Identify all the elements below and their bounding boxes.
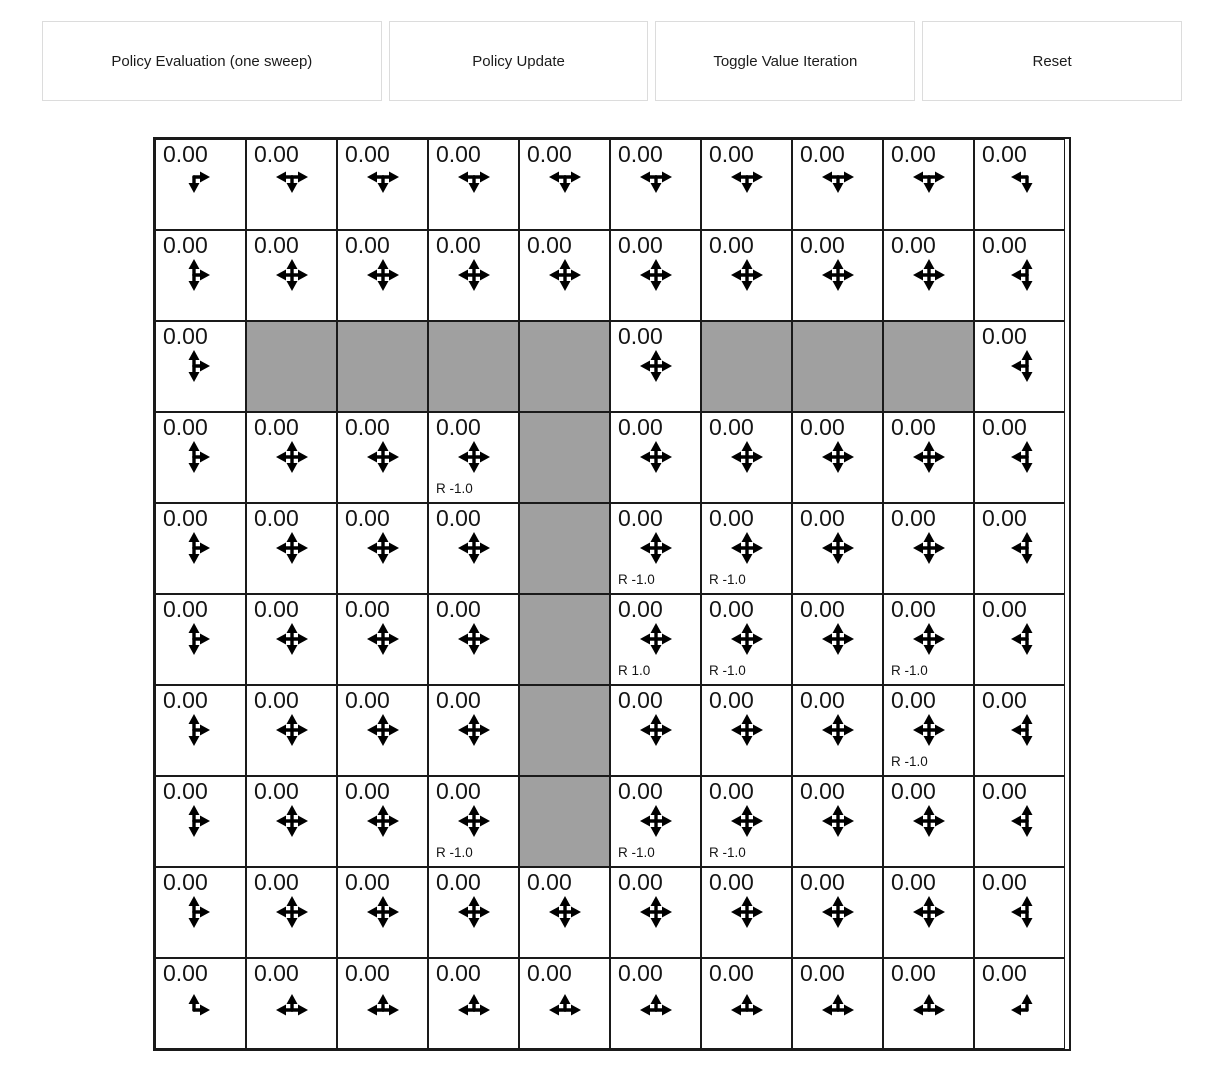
wall-cell [519, 503, 610, 594]
cell-value: 0.00 [163, 414, 208, 440]
policy-arrow-icon [817, 163, 859, 205]
cell-value: 0.00 [982, 596, 1027, 622]
policy-arrow-icon [817, 618, 859, 660]
grid-cell [155, 867, 246, 958]
policy-arrow-icon [817, 436, 859, 478]
policy-arrow-icon [180, 527, 222, 569]
policy-arrow-icon [635, 891, 677, 933]
policy-arrow-icon [453, 891, 495, 933]
policy-arrow-icon [453, 527, 495, 569]
cell-value: 0.00 [800, 596, 845, 622]
policy-arrow-icon [362, 891, 404, 933]
cell-value: 0.00 [618, 960, 663, 986]
policy-update-button[interactable]: Policy Update [389, 21, 649, 101]
grid-cell [428, 594, 519, 685]
cell-value: 0.00 [436, 414, 481, 440]
policy-arrow-icon [271, 982, 313, 1024]
grid-cell [610, 139, 701, 230]
cell-reward: R -1.0 [618, 572, 655, 587]
grid-cell [974, 776, 1065, 867]
grid-cell [337, 867, 428, 958]
cell-value: 0.00 [800, 687, 845, 713]
grid-cell [610, 412, 701, 503]
cell-reward: R -1.0 [618, 845, 655, 860]
cell-value: 0.00 [709, 414, 754, 440]
grid-cell [701, 230, 792, 321]
policy-arrow-icon [180, 436, 222, 478]
cell-value: 0.00 [618, 505, 663, 531]
grid-cell [428, 958, 519, 1049]
cell-value: 0.00 [345, 141, 390, 167]
grid-cell [428, 139, 519, 230]
grid-cell [155, 503, 246, 594]
grid-cell [701, 685, 792, 776]
policy-arrow-icon [362, 982, 404, 1024]
toolbar [42, 21, 1182, 101]
cell-value: 0.00 [891, 960, 936, 986]
grid-cell [974, 503, 1065, 594]
policy-arrow-icon [271, 163, 313, 205]
policy-arrow-icon [817, 709, 859, 751]
grid-cell [337, 230, 428, 321]
cell-reward: R -1.0 [891, 754, 928, 769]
grid-cell [519, 139, 610, 230]
cell-value: 0.00 [982, 960, 1027, 986]
cell-value: 0.00 [163, 960, 208, 986]
policy-arrow-icon [362, 254, 404, 296]
policy-arrow-icon [817, 982, 859, 1024]
cell-value: 0.00 [982, 778, 1027, 804]
policy-arrow-icon [817, 800, 859, 842]
policy-arrow-icon [271, 527, 313, 569]
policy-arrow-icon [180, 254, 222, 296]
wall-cell [337, 321, 428, 412]
grid-cell [974, 594, 1065, 685]
cell-value: 0.00 [618, 596, 663, 622]
grid-cell [428, 412, 519, 503]
policy-arrow-icon [635, 163, 677, 205]
grid-cell [610, 594, 701, 685]
cell-value: 0.00 [891, 505, 936, 531]
grid-cell [792, 139, 883, 230]
grid-cell [974, 412, 1065, 503]
grid-cell [701, 776, 792, 867]
reset-button[interactable]: Reset [922, 21, 1182, 101]
cell-value: 0.00 [436, 141, 481, 167]
policy-arrow-icon [999, 800, 1041, 842]
grid-cell [337, 776, 428, 867]
cell-value: 0.00 [800, 141, 845, 167]
cell-value: 0.00 [891, 778, 936, 804]
policy-evaluation-button[interactable]: Policy Evaluation (one sweep) [42, 21, 382, 101]
cell-value: 0.00 [982, 323, 1027, 349]
grid-cell [974, 230, 1065, 321]
policy-arrow-icon [635, 982, 677, 1024]
cell-reward: R -1.0 [709, 845, 746, 860]
policy-arrow-icon [726, 163, 768, 205]
policy-arrow-icon [726, 254, 768, 296]
grid-cell [246, 867, 337, 958]
grid-cell [883, 139, 974, 230]
cell-value: 0.00 [618, 687, 663, 713]
cell-value: 0.00 [345, 505, 390, 531]
grid-cell [610, 867, 701, 958]
grid-cell [883, 958, 974, 1049]
cell-value: 0.00 [345, 869, 390, 895]
cell-reward: R 1.0 [618, 663, 651, 678]
policy-arrow-icon [908, 163, 950, 205]
policy-arrow-icon [999, 618, 1041, 660]
wall-cell [519, 776, 610, 867]
cell-value: 0.00 [254, 778, 299, 804]
cell-value: 0.00 [527, 232, 572, 258]
policy-arrow-icon [180, 345, 222, 387]
grid-cell [428, 685, 519, 776]
policy-arrow-icon [908, 982, 950, 1024]
grid-cell [246, 412, 337, 503]
cell-value: 0.00 [345, 778, 390, 804]
wall-cell [519, 594, 610, 685]
cell-value: 0.00 [163, 687, 208, 713]
policy-arrow-icon [271, 891, 313, 933]
policy-arrow-icon [726, 709, 768, 751]
grid-cell [610, 321, 701, 412]
cell-value: 0.00 [527, 141, 572, 167]
cell-value: 0.00 [800, 960, 845, 986]
policy-arrow-icon [635, 618, 677, 660]
policy-arrow-icon [362, 436, 404, 478]
grid-cell [974, 685, 1065, 776]
policy-arrow-icon [271, 800, 313, 842]
gridworld-grid [153, 137, 1071, 1051]
policy-arrow-icon [908, 709, 950, 751]
grid-cell [155, 594, 246, 685]
grid-cell [883, 230, 974, 321]
policy-arrow-icon [635, 709, 677, 751]
policy-arrow-icon [362, 163, 404, 205]
grid-cell [610, 685, 701, 776]
grid-cell [155, 685, 246, 776]
cell-value: 0.00 [163, 232, 208, 258]
policy-arrow-icon [635, 345, 677, 387]
grid-cell [792, 503, 883, 594]
cell-value: 0.00 [709, 687, 754, 713]
grid-cell [974, 867, 1065, 958]
policy-arrow-icon [180, 891, 222, 933]
cell-value: 0.00 [891, 687, 936, 713]
policy-arrow-icon [999, 891, 1041, 933]
cell-value: 0.00 [982, 414, 1027, 440]
grid-cell [610, 230, 701, 321]
cell-value: 0.00 [982, 505, 1027, 531]
grid-cell [155, 958, 246, 1049]
cell-value: 0.00 [254, 869, 299, 895]
policy-arrow-icon [817, 527, 859, 569]
policy-arrow-icon [271, 618, 313, 660]
cell-value: 0.00 [163, 596, 208, 622]
cell-value: 0.00 [800, 414, 845, 440]
grid-cell [974, 139, 1065, 230]
policy-arrow-icon [999, 709, 1041, 751]
policy-arrow-icon [726, 800, 768, 842]
grid-cell [428, 776, 519, 867]
cell-value: 0.00 [618, 232, 663, 258]
grid-cell [246, 594, 337, 685]
cell-value: 0.00 [800, 505, 845, 531]
cell-reward: R -1.0 [436, 481, 473, 496]
grid-cell [155, 230, 246, 321]
cell-value: 0.00 [800, 232, 845, 258]
policy-arrow-icon [180, 163, 222, 205]
cell-value: 0.00 [709, 141, 754, 167]
policy-arrow-icon [544, 163, 586, 205]
grid-cell [701, 867, 792, 958]
cell-value: 0.00 [436, 960, 481, 986]
policy-arrow-icon [453, 436, 495, 478]
policy-arrow-icon [999, 163, 1041, 205]
policy-arrow-icon [271, 436, 313, 478]
grid-cell [155, 776, 246, 867]
grid-cell [519, 867, 610, 958]
policy-arrow-icon [999, 527, 1041, 569]
grid-cell [792, 867, 883, 958]
cell-value: 0.00 [436, 505, 481, 531]
policy-arrow-icon [544, 254, 586, 296]
grid-cell [883, 867, 974, 958]
cell-value: 0.00 [891, 596, 936, 622]
cell-value: 0.00 [436, 869, 481, 895]
grid-cell [883, 776, 974, 867]
cell-value: 0.00 [709, 778, 754, 804]
grid-cell [337, 412, 428, 503]
policy-arrow-icon [453, 254, 495, 296]
grid-cell [337, 503, 428, 594]
policy-arrow-icon [362, 618, 404, 660]
wall-cell [428, 321, 519, 412]
cell-value: 0.00 [163, 869, 208, 895]
grid-cell [428, 503, 519, 594]
policy-arrow-icon [544, 891, 586, 933]
wall-cell [246, 321, 337, 412]
grid-cell [792, 230, 883, 321]
cell-value: 0.00 [254, 960, 299, 986]
grid-cell [701, 594, 792, 685]
cell-value: 0.00 [982, 869, 1027, 895]
policy-arrow-icon [362, 527, 404, 569]
cell-value: 0.00 [436, 232, 481, 258]
grid-cell [337, 958, 428, 1049]
policy-arrow-icon [908, 527, 950, 569]
grid-cell [246, 139, 337, 230]
policy-arrow-icon [999, 982, 1041, 1024]
grid-cell [883, 503, 974, 594]
policy-arrow-icon [726, 436, 768, 478]
cell-value: 0.00 [345, 960, 390, 986]
toggle-value-iteration-button[interactable]: Toggle Value Iteration [655, 21, 915, 101]
grid-cell [792, 776, 883, 867]
cell-value: 0.00 [618, 778, 663, 804]
policy-arrow-icon [908, 800, 950, 842]
grid-cell [792, 958, 883, 1049]
cell-value: 0.00 [345, 232, 390, 258]
grid-cell [792, 685, 883, 776]
policy-arrow-icon [726, 527, 768, 569]
grid-cell [519, 958, 610, 1049]
cell-value: 0.00 [254, 505, 299, 531]
policy-arrow-icon [726, 891, 768, 933]
policy-arrow-icon [999, 436, 1041, 478]
policy-arrow-icon [726, 618, 768, 660]
cell-value: 0.00 [891, 232, 936, 258]
grid-cell [701, 503, 792, 594]
cell-reward: R -1.0 [891, 663, 928, 678]
cell-value: 0.00 [709, 505, 754, 531]
policy-arrow-icon [453, 982, 495, 1024]
cell-value: 0.00 [254, 414, 299, 440]
grid-cell [428, 230, 519, 321]
grid-cell [792, 412, 883, 503]
cell-value: 0.00 [891, 869, 936, 895]
policy-arrow-icon [908, 618, 950, 660]
cell-value: 0.00 [527, 960, 572, 986]
grid-cell [792, 594, 883, 685]
policy-arrow-icon [635, 254, 677, 296]
policy-arrow-icon [453, 800, 495, 842]
grid-cell [337, 594, 428, 685]
cell-value: 0.00 [163, 778, 208, 804]
cell-value: 0.00 [800, 869, 845, 895]
grid-cell [974, 958, 1065, 1049]
grid-cell [246, 503, 337, 594]
cell-value: 0.00 [982, 232, 1027, 258]
cell-value: 0.00 [709, 232, 754, 258]
policy-arrow-icon [817, 891, 859, 933]
wall-cell [701, 321, 792, 412]
cell-value: 0.00 [527, 869, 572, 895]
policy-arrow-icon [635, 800, 677, 842]
grid-cell [519, 230, 610, 321]
cell-value: 0.00 [982, 141, 1027, 167]
policy-arrow-icon [635, 436, 677, 478]
grid-cell [155, 139, 246, 230]
wall-cell [792, 321, 883, 412]
policy-arrow-icon [908, 891, 950, 933]
cell-reward: R -1.0 [709, 663, 746, 678]
cell-value: 0.00 [709, 596, 754, 622]
grid-cell [246, 958, 337, 1049]
policy-arrow-icon [180, 982, 222, 1024]
policy-arrow-icon [544, 982, 586, 1024]
grid-cell [337, 139, 428, 230]
cell-value: 0.00 [618, 323, 663, 349]
grid-cell [246, 230, 337, 321]
cell-value: 0.00 [254, 232, 299, 258]
wall-cell [519, 685, 610, 776]
grid-cell [246, 776, 337, 867]
wall-cell [883, 321, 974, 412]
policy-arrow-icon [453, 618, 495, 660]
cell-value: 0.00 [618, 414, 663, 440]
cell-value: 0.00 [709, 960, 754, 986]
policy-arrow-icon [180, 618, 222, 660]
cell-value: 0.00 [163, 323, 208, 349]
grid-cell [883, 594, 974, 685]
policy-arrow-icon [726, 982, 768, 1024]
grid-cell [701, 412, 792, 503]
cell-value: 0.00 [709, 869, 754, 895]
cell-value: 0.00 [254, 596, 299, 622]
grid-cell [974, 321, 1065, 412]
cell-value: 0.00 [436, 778, 481, 804]
grid-cell [337, 685, 428, 776]
grid-cell [246, 685, 337, 776]
policy-arrow-icon [362, 709, 404, 751]
wall-cell [519, 321, 610, 412]
cell-value: 0.00 [163, 141, 208, 167]
policy-arrow-icon [908, 436, 950, 478]
cell-value: 0.00 [891, 414, 936, 440]
cell-value: 0.00 [800, 778, 845, 804]
grid-cell [610, 776, 701, 867]
policy-arrow-icon [271, 709, 313, 751]
policy-arrow-icon [362, 800, 404, 842]
grid-cell [428, 867, 519, 958]
cell-reward: R -1.0 [436, 845, 473, 860]
policy-arrow-icon [271, 254, 313, 296]
cell-value: 0.00 [618, 869, 663, 895]
policy-arrow-icon [635, 527, 677, 569]
cell-value: 0.00 [436, 596, 481, 622]
cell-value: 0.00 [163, 505, 208, 531]
policy-arrow-icon [999, 345, 1041, 387]
cell-value: 0.00 [618, 141, 663, 167]
grid-cell [155, 321, 246, 412]
cell-value: 0.00 [345, 414, 390, 440]
policy-arrow-icon [908, 254, 950, 296]
policy-arrow-icon [453, 163, 495, 205]
grid-cell [155, 412, 246, 503]
policy-arrow-icon [180, 800, 222, 842]
policy-arrow-icon [453, 709, 495, 751]
grid-cell [701, 139, 792, 230]
cell-value: 0.00 [345, 687, 390, 713]
grid-cell [610, 503, 701, 594]
cell-value: 0.00 [982, 687, 1027, 713]
cell-reward: R -1.0 [709, 572, 746, 587]
grid-cell [701, 958, 792, 1049]
grid-cell [883, 685, 974, 776]
policy-arrow-icon [817, 254, 859, 296]
policy-arrow-icon [999, 254, 1041, 296]
cell-value: 0.00 [254, 687, 299, 713]
grid-cell [883, 412, 974, 503]
cell-value: 0.00 [254, 141, 299, 167]
wall-cell [519, 412, 610, 503]
policy-arrow-icon [180, 709, 222, 751]
cell-value: 0.00 [891, 141, 936, 167]
cell-value: 0.00 [345, 596, 390, 622]
grid-cell [610, 958, 701, 1049]
cell-value: 0.00 [436, 687, 481, 713]
